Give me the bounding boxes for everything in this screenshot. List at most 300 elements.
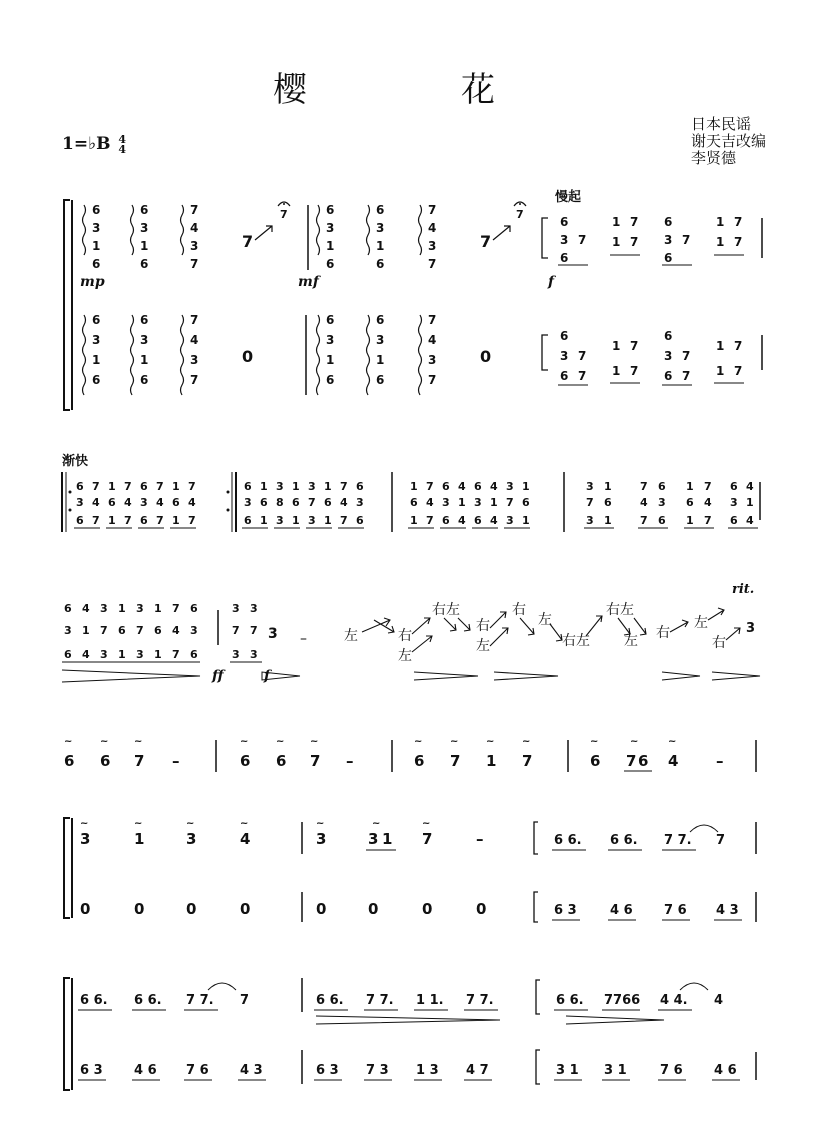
svg-text:6: 6 [522, 496, 530, 509]
svg-text:右: 右 [476, 618, 490, 634]
svg-text:7: 7 [188, 480, 196, 493]
svg-text:0: 0 [186, 900, 197, 918]
svg-text:0: 0 [242, 347, 254, 366]
svg-text:6: 6 [442, 480, 450, 493]
svg-text:7: 7 [232, 624, 240, 637]
svg-text:1: 1 [118, 648, 126, 661]
svg-text:–: – [476, 830, 484, 848]
svg-text:~: ~ [240, 818, 249, 829]
svg-text:6: 6 [244, 480, 252, 493]
svg-text:6: 6 [324, 496, 332, 509]
svg-text:7: 7 [428, 203, 437, 217]
svg-text:4: 4 [172, 624, 180, 637]
svg-text:4: 4 [190, 221, 199, 235]
svg-text:左: 左 [538, 612, 552, 628]
svg-text:7: 7 [682, 233, 691, 247]
svg-text:3: 3 [474, 496, 482, 509]
svg-text:4: 4 [426, 496, 434, 509]
svg-text:左: 左 [624, 633, 638, 649]
svg-text:1: 1 [716, 215, 725, 229]
svg-text:6: 6 [92, 313, 101, 327]
svg-text:3: 3 [276, 514, 284, 527]
svg-text:7 7.: 7 7. [466, 993, 494, 1008]
svg-text:7 7.: 7 7. [664, 833, 692, 848]
svg-text:7: 7 [340, 480, 348, 493]
svg-text:1: 1 [140, 239, 149, 253]
credit-origin: 日本民谣 [690, 115, 751, 133]
svg-text:1: 1 [716, 364, 725, 378]
credit-editor: 李贤德 [690, 149, 736, 167]
svg-text:6 6.: 6 6. [610, 833, 638, 848]
svg-text:4 3: 4 3 [716, 903, 739, 918]
svg-text:4: 4 [668, 752, 679, 770]
svg-text:7: 7 [578, 349, 587, 363]
svg-text:3: 3 [250, 648, 258, 661]
svg-text:0: 0 [134, 900, 145, 918]
svg-text:3: 3 [326, 333, 335, 347]
svg-text:4: 4 [714, 993, 724, 1008]
svg-text:7: 7 [630, 215, 639, 229]
svg-text:–: – [300, 631, 307, 647]
svg-text:7: 7 [190, 257, 199, 271]
svg-text:7: 7 [136, 624, 144, 637]
svg-text:~: ~ [64, 736, 73, 747]
svg-text:4: 4 [92, 496, 100, 509]
svg-text:7: 7 [156, 480, 164, 493]
svg-text:0: 0 [80, 900, 91, 918]
svg-text:右: 右 [712, 635, 726, 651]
svg-text:7 7.: 7 7. [186, 993, 214, 1008]
svg-text:6: 6 [664, 251, 673, 265]
svg-text:7: 7 [426, 514, 434, 527]
svg-text:4: 4 [704, 496, 712, 509]
svg-text:7: 7 [240, 993, 250, 1008]
svg-text:4: 4 [746, 514, 754, 527]
svg-text:3: 3 [428, 239, 437, 253]
svg-text:6: 6 [326, 257, 335, 271]
svg-text:7 6: 7 6 [186, 1063, 209, 1078]
svg-text:7: 7 [630, 364, 639, 378]
svg-text:左: 左 [476, 638, 490, 654]
hand-left-1: 左 [344, 628, 358, 644]
svg-text:1: 1 [154, 602, 162, 615]
svg-text:7: 7 [640, 480, 648, 493]
svg-text:6: 6 [140, 257, 149, 271]
svg-text:6: 6 [172, 496, 180, 509]
svg-text:7: 7 [704, 480, 712, 493]
svg-text:1: 1 [716, 235, 725, 249]
svg-text:3: 3 [250, 602, 258, 615]
svg-text:4: 4 [188, 496, 196, 509]
svg-text:1: 1 [108, 514, 116, 527]
svg-text:6: 6 [276, 752, 287, 770]
svg-text:3: 3 [316, 830, 327, 848]
svg-text:6: 6 [326, 373, 335, 387]
svg-text:3: 3 [140, 221, 149, 235]
svg-text:3: 3 [428, 353, 437, 367]
svg-text:右左: 右左 [562, 633, 590, 649]
svg-text:6: 6 [100, 752, 111, 770]
dynamic-mf: mf [298, 274, 319, 290]
svg-text:4: 4 [190, 333, 199, 347]
svg-text:左: 左 [398, 648, 412, 664]
svg-text:1: 1 [140, 353, 149, 367]
svg-text:3: 3 [664, 349, 673, 363]
svg-text:7: 7 [522, 752, 533, 770]
svg-text:3: 3 [586, 480, 594, 493]
svg-text:7: 7 [190, 313, 199, 327]
svg-text:4: 4 [640, 496, 648, 509]
svg-text:~: ~ [590, 736, 599, 747]
svg-text:8: 8 [276, 496, 284, 509]
svg-text:6: 6 [190, 602, 198, 615]
tempo-accel: 渐快 [62, 454, 89, 469]
svg-text:3: 3 [268, 626, 278, 642]
svg-text:3: 3 [190, 239, 199, 253]
svg-text:6: 6 [108, 496, 116, 509]
svg-text:4: 4 [458, 480, 466, 493]
svg-text:7: 7 [578, 369, 587, 383]
svg-text:1: 1 [612, 339, 621, 353]
svg-text:4: 4 [124, 496, 132, 509]
svg-text:6: 6 [240, 752, 251, 770]
svg-text:3: 3 [356, 496, 364, 509]
svg-text:4 3: 4 3 [240, 1063, 263, 1078]
svg-text:7: 7 [250, 624, 258, 637]
svg-text:6: 6 [92, 373, 101, 387]
svg-text:7: 7 [630, 339, 639, 353]
svg-text:6: 6 [140, 313, 149, 327]
svg-text:6 3: 6 3 [554, 903, 577, 918]
svg-text:6: 6 [140, 514, 148, 527]
svg-text:1: 1 [686, 514, 694, 527]
svg-text:6: 6 [244, 514, 252, 527]
svg-text:~: ~ [630, 736, 639, 747]
svg-text:3: 3 [232, 648, 240, 661]
svg-text:3: 3 [190, 624, 198, 637]
svg-text:~: ~ [100, 736, 109, 747]
svg-text:6: 6 [560, 329, 569, 343]
svg-text:3: 3 [140, 333, 149, 347]
svg-text:1: 1 [376, 239, 385, 253]
svg-text:3: 3 [100, 648, 108, 661]
svg-text:7: 7 [426, 480, 434, 493]
svg-text:3: 3 [308, 514, 316, 527]
svg-text:7 6: 7 6 [664, 903, 687, 918]
svg-text:6: 6 [414, 752, 425, 770]
svg-text:7: 7 [450, 752, 461, 770]
svg-text:4: 4 [82, 602, 90, 615]
svg-text:3: 3 [506, 480, 514, 493]
svg-text:6: 6 [140, 480, 148, 493]
svg-text:6 3: 6 3 [316, 1063, 339, 1078]
svg-text:7: 7 [640, 514, 648, 527]
svg-text:6: 6 [64, 648, 72, 661]
svg-text:7: 7 [630, 235, 639, 249]
svg-text:7: 7 [280, 208, 288, 221]
svg-text:7: 7 [422, 830, 433, 848]
svg-text:7: 7 [100, 624, 108, 637]
svg-text:1: 1 [172, 480, 180, 493]
svg-text:6: 6 [140, 373, 149, 387]
svg-text:7: 7 [586, 496, 594, 509]
svg-text:6: 6 [140, 203, 149, 217]
svg-text:~: ~ [450, 736, 459, 747]
svg-text:~: ~ [186, 818, 195, 829]
svg-text:3: 3 [442, 496, 450, 509]
svg-text:6: 6 [638, 752, 649, 770]
svg-text:7: 7 [428, 373, 437, 387]
svg-text:右左: 右左 [606, 602, 634, 618]
svg-text:7: 7 [340, 514, 348, 527]
svg-text:~: ~ [668, 736, 677, 747]
svg-text:6: 6 [730, 480, 738, 493]
page-title: 樱 花 [273, 70, 555, 110]
svg-text:6: 6 [376, 313, 385, 327]
svg-text:6: 6 [376, 257, 385, 271]
svg-text:6: 6 [154, 624, 162, 637]
svg-text:6: 6 [410, 496, 418, 509]
svg-text:1 1.: 1 1. [416, 993, 444, 1008]
svg-text:7: 7 [516, 208, 524, 221]
svg-text:6: 6 [664, 369, 673, 383]
svg-text:0: 0 [422, 900, 433, 918]
svg-text:1: 1 [612, 235, 621, 249]
svg-text:7: 7 [124, 514, 132, 527]
svg-text:6: 6 [658, 514, 666, 527]
svg-text:1: 1 [292, 514, 300, 527]
svg-text:6: 6 [560, 215, 569, 229]
svg-text:6: 6 [92, 203, 101, 217]
svg-text:3 1: 3 1 [556, 1063, 579, 1078]
svg-text:4 4.: 4 4. [660, 993, 688, 1008]
svg-text:7 7.: 7 7. [366, 993, 394, 1008]
svg-text:3: 3 [140, 496, 148, 509]
svg-text:右: 右 [656, 625, 670, 641]
svg-text:6: 6 [292, 496, 300, 509]
svg-text:7: 7 [188, 514, 196, 527]
svg-text:~: ~ [80, 818, 89, 829]
svg-text:7: 7 [734, 235, 743, 249]
svg-text:6: 6 [604, 496, 612, 509]
svg-text:3: 3 [186, 830, 197, 848]
svg-text:1: 1 [686, 480, 694, 493]
svg-text:3: 3 [136, 648, 144, 661]
svg-text:右左: 右左 [432, 602, 460, 618]
svg-text:7: 7 [682, 349, 691, 363]
svg-text:4 7: 4 7 [466, 1063, 489, 1078]
svg-text:7: 7 [308, 496, 316, 509]
svg-text:1: 1 [154, 648, 162, 661]
svg-text:7: 7 [682, 369, 691, 383]
svg-text:–: – [172, 752, 180, 770]
svg-text:~: ~ [134, 818, 143, 829]
svg-text:1: 1 [172, 514, 180, 527]
svg-text:6: 6 [326, 313, 335, 327]
dynamic-mp: mp [80, 274, 105, 290]
svg-text:7: 7 [734, 339, 743, 353]
svg-text:6: 6 [730, 514, 738, 527]
svg-text:6: 6 [64, 752, 75, 770]
svg-text:3 1: 3 1 [604, 1063, 627, 1078]
svg-text:7: 7 [156, 514, 164, 527]
svg-text:7: 7 [134, 752, 145, 770]
svg-text:1: 1 [604, 480, 612, 493]
svg-text:6: 6 [442, 514, 450, 527]
svg-text:6: 6 [260, 496, 268, 509]
svg-text:3: 3 [136, 602, 144, 615]
svg-text:4: 4 [490, 514, 498, 527]
svg-text:3: 3 [232, 602, 240, 615]
svg-text:1: 1 [118, 602, 126, 615]
svg-text:6 3: 6 3 [80, 1063, 103, 1078]
svg-text:6 6.: 6 6. [554, 833, 582, 848]
time-bottom: 4 [118, 142, 127, 156]
svg-text:3: 3 [308, 480, 316, 493]
svg-text:1: 1 [746, 496, 754, 509]
svg-text:3: 3 [80, 830, 91, 848]
svg-text:0: 0 [316, 900, 327, 918]
svg-text:1: 1 [82, 624, 90, 637]
svg-text:3: 3 [190, 353, 199, 367]
svg-text:4 6: 4 6 [134, 1063, 157, 1078]
svg-text:1: 1 [612, 215, 621, 229]
svg-text:3: 3 [276, 480, 284, 493]
svg-text:6: 6 [474, 480, 482, 493]
svg-text:7: 7 [92, 480, 100, 493]
svg-text:0: 0 [240, 900, 251, 918]
dynamic-f-second: f [264, 668, 271, 684]
svg-text:3: 3 [76, 496, 84, 509]
svg-text:1: 1 [324, 480, 332, 493]
svg-text:3: 3 [368, 830, 379, 848]
svg-text:1: 1 [458, 496, 466, 509]
svg-text:7: 7 [716, 833, 726, 848]
svg-text:1: 1 [260, 514, 268, 527]
svg-text:–: – [346, 752, 354, 770]
svg-text:4: 4 [82, 648, 90, 661]
svg-text:7: 7 [172, 648, 180, 661]
svg-text:~: ~ [276, 736, 285, 747]
svg-text:7 3: 7 3 [366, 1063, 389, 1078]
svg-text:4: 4 [428, 221, 437, 235]
svg-text:1: 1 [410, 480, 418, 493]
svg-text:3: 3 [100, 602, 108, 615]
svg-text:4: 4 [240, 830, 251, 848]
static-notation [62, 200, 762, 1090]
svg-text:6: 6 [356, 514, 364, 527]
svg-text:~: ~ [414, 736, 423, 747]
svg-text:7: 7 [734, 364, 743, 378]
svg-text:~: ~ [240, 736, 249, 747]
svg-text:3: 3 [664, 233, 673, 247]
svg-text:3: 3 [586, 514, 594, 527]
svg-text:3: 3 [560, 349, 569, 363]
svg-text:6 6.: 6 6. [80, 993, 108, 1008]
svg-text:1: 1 [612, 364, 621, 378]
svg-text:~: ~ [310, 736, 319, 747]
svg-text:1: 1 [324, 514, 332, 527]
svg-text:6: 6 [356, 480, 364, 493]
credit-arranger: 谢天吉改编 [690, 132, 766, 150]
svg-text:7: 7 [172, 602, 180, 615]
svg-text:6: 6 [560, 369, 569, 383]
svg-text:3: 3 [730, 496, 738, 509]
svg-text:1 3: 1 3 [416, 1063, 439, 1078]
svg-text:3: 3 [746, 621, 756, 636]
svg-text:1: 1 [522, 480, 530, 493]
time-top: 4 [118, 132, 127, 146]
svg-text:7: 7 [626, 752, 637, 770]
svg-text:4: 4 [458, 514, 466, 527]
svg-text:7: 7 [428, 257, 437, 271]
svg-text:1: 1 [604, 514, 612, 527]
svg-text:6: 6 [590, 752, 601, 770]
svg-text:7: 7 [242, 232, 254, 251]
svg-text:6: 6 [376, 373, 385, 387]
svg-text:1: 1 [326, 239, 335, 253]
svg-text:6: 6 [664, 215, 673, 229]
svg-text:7 6: 7 6 [660, 1063, 683, 1078]
svg-text:7: 7 [124, 480, 132, 493]
svg-text:6: 6 [686, 496, 694, 509]
svg-text:7: 7 [734, 215, 743, 229]
svg-text:1: 1 [134, 830, 145, 848]
svg-text:左: 左 [694, 615, 708, 631]
svg-text:1: 1 [108, 480, 116, 493]
svg-text:6: 6 [658, 480, 666, 493]
svg-text:右: 右 [512, 602, 526, 618]
svg-text:6: 6 [560, 251, 569, 265]
svg-text:7766: 7766 [604, 993, 641, 1008]
svg-text:6: 6 [326, 203, 335, 217]
svg-text:4 6: 4 6 [714, 1063, 737, 1078]
svg-text:6: 6 [664, 329, 673, 343]
svg-text:3: 3 [376, 333, 385, 347]
svg-text:7: 7 [92, 514, 100, 527]
svg-text:1: 1 [522, 514, 530, 527]
svg-text:1: 1 [382, 830, 393, 848]
svg-text:~: ~ [134, 736, 143, 747]
svg-text:6: 6 [64, 602, 72, 615]
tempo-rit: rit. [732, 582, 755, 597]
svg-text:6: 6 [376, 203, 385, 217]
svg-text:6 6.: 6 6. [556, 993, 584, 1008]
svg-text:6 6.: 6 6. [316, 993, 344, 1008]
svg-text:3: 3 [506, 514, 514, 527]
svg-text:1: 1 [326, 353, 335, 367]
svg-text:0: 0 [480, 347, 492, 366]
svg-text:6: 6 [474, 514, 482, 527]
svg-text:7: 7 [704, 514, 712, 527]
svg-text:7: 7 [480, 232, 492, 251]
svg-text:1: 1 [376, 353, 385, 367]
svg-text:–: – [716, 752, 724, 770]
tempo-slow-start: 慢起 [555, 190, 582, 205]
svg-text:6: 6 [76, 514, 84, 527]
dynamic-ff: ff [212, 668, 224, 684]
svg-text:1: 1 [716, 339, 725, 353]
svg-text:7: 7 [190, 203, 199, 217]
svg-text:7: 7 [506, 496, 514, 509]
svg-text:3: 3 [326, 221, 335, 235]
svg-text:4: 4 [156, 496, 164, 509]
svg-text:3: 3 [560, 233, 569, 247]
key-label: 1=♭B [62, 134, 111, 154]
svg-text:7: 7 [310, 752, 321, 770]
svg-text:0: 0 [368, 900, 379, 918]
svg-text:~: ~ [422, 818, 431, 829]
